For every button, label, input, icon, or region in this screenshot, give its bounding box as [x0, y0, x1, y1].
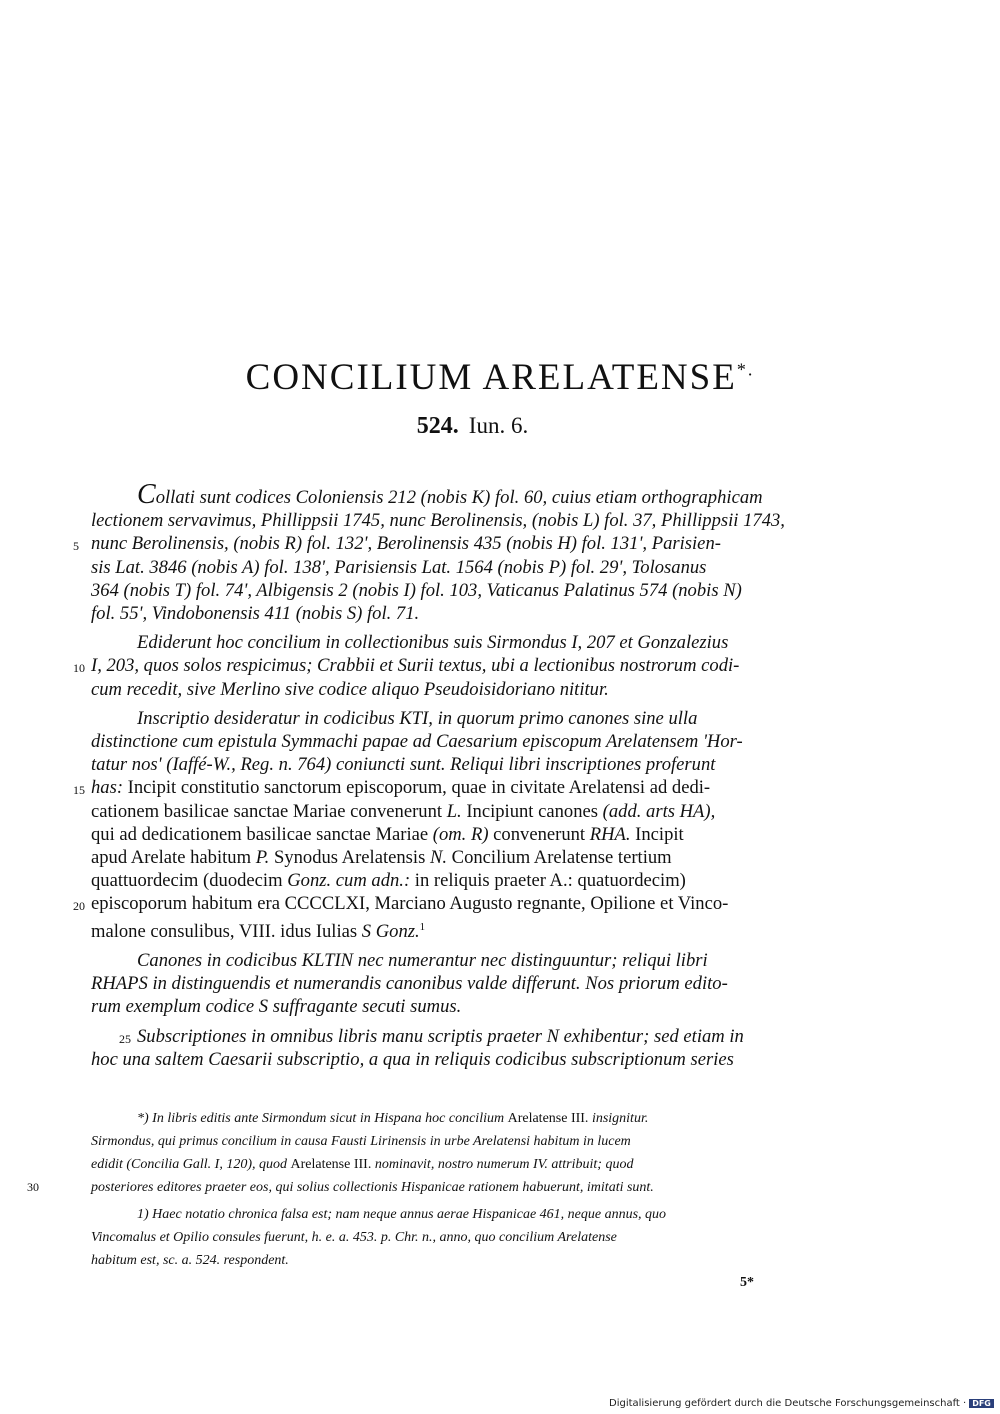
line-text: Inscriptio desideratur in codicibus KTI, in quorum primo canones sine ulla — [137, 707, 698, 729]
page-title — [0, 356, 1000, 399]
text-line — [91, 481, 826, 509]
line-text: qui ad dedicationem basilicae sanctae Mariae — [91, 823, 433, 845]
line-text: hoc una saltem Caesarii subscriptio, a qua in reliquis codicibus subscriptionum series — [91, 1048, 734, 1070]
line-text: rum exemplum codice S suffragante secuti sumus. — [91, 996, 462, 1018]
line-text: Canones in codicibus KLTIN nec numerantur nec distinguuntur; reliqui libri — [137, 950, 708, 972]
text-line — [91, 949, 826, 972]
text-line — [91, 1048, 826, 1071]
line-text: 364 (nobis T) fol. 74', Albigensis 2 (nobis I) fol. 103, Vaticanus Palatinus 574 (nobis N) — [91, 579, 742, 601]
text-line — [91, 707, 826, 730]
line-text: apud Arelate habitum — [91, 847, 256, 869]
line-text: Incipiunt canones — [461, 800, 603, 822]
footnote-text: Arelatense III. — [290, 1156, 372, 1172]
footnote-text: *) In libris editis ante Sirmondum sicut in Hispana hoc concilium — [137, 1111, 508, 1126]
line-text: (add. arts HA), — [602, 800, 716, 822]
drop-initial: C — [137, 479, 156, 510]
line-number: 30 — [27, 1180, 39, 1195]
line-text: quattuordecim (duodecim — [91, 870, 288, 892]
paragraph-inscriptio — [73, 707, 826, 943]
line-text: Incipit — [630, 823, 684, 845]
footnote-text: Sirmondus, qui primus concilium in causa Fausti Lirinensis in urbe Arelatensi habitum in lucem — [91, 1133, 631, 1149]
line-text: in reliquis praeter A.: quatuordecim) — [410, 870, 686, 892]
footnote-text: edidit (Concilia Gall. I, 120), quod — [91, 1156, 291, 1172]
line-number: 15 — [73, 783, 85, 798]
line-text: Subscriptiones in omnibus libris manu scriptis praeter N exhibentur; sed etiam in — [137, 1025, 744, 1047]
paragraph-editions — [73, 631, 826, 701]
year: 524. — [416, 413, 459, 439]
text-line — [91, 631, 826, 654]
text-line — [91, 800, 826, 823]
line-text: Incipit constitutio sanctorum episcoporum, quae in civitate Arelatensi ad dedi- — [123, 777, 711, 799]
line-text: RHA. — [589, 823, 631, 845]
title-footnote-mark: *. — [736, 359, 755, 380]
text-line — [91, 730, 826, 753]
line-text: distinctione cum epistula Symmachi papae ad Caesarium episcopum Arelatensem 'Hor- — [91, 731, 743, 753]
text-line — [91, 678, 826, 701]
line-text: RHAPS in distinguendis et numerandis canonibus valde differunt. Nos priorum edito- — [91, 973, 728, 995]
text-line — [91, 846, 826, 869]
paragraph-subscriptiones — [91, 1025, 826, 1071]
line-text: cum recedit, sive Merlino sive codice aliquo Pseudoisidoriano nititur. — [91, 678, 609, 700]
line-text: I, 203, quos solos respicimus; Crabbii et Surii textus, ubi a lectionibus nostrorum codi- — [91, 655, 740, 677]
line-text: Gonz. cum adn.: — [287, 870, 411, 892]
line-text: L. — [446, 800, 462, 822]
line-text: fol. 55', Vindobonensis 411 (nobis S) fol. 71. — [91, 603, 420, 625]
line-number: 25 — [119, 1031, 131, 1046]
text-line — [73, 654, 826, 677]
text-line — [91, 823, 826, 846]
footnotes — [27, 1108, 826, 1277]
text-line — [91, 556, 826, 579]
text-line — [91, 869, 826, 892]
line-text: S Gonz. — [361, 920, 420, 942]
text-line — [91, 602, 826, 625]
text-line — [91, 995, 826, 1018]
line-text: has: — [91, 777, 124, 799]
line-number: 10 — [73, 661, 85, 676]
footnote-1 — [91, 1204, 826, 1272]
line-text: lectionem servavimus, Phillippsii 1745, nunc Berolinensis, (nobis L) fol. 37, Phillippsii 1743, — [91, 510, 785, 532]
line-text: Ediderunt hoc concilium in collectionibus suis Sirmondus I, 207 et Gonzalezius — [137, 632, 729, 654]
line-text: nunc Berolinensis, (nobis R) fol. 132', Berolinensis 435 (nobis H) fol. 131', Parisien- — [91, 533, 721, 555]
line-number: 5 — [73, 539, 79, 554]
line-text: (om. R) — [432, 823, 489, 845]
text-line — [73, 892, 826, 915]
date: Iun. 6. — [468, 413, 529, 438]
line-text: sis Lat. 3846 (nobis A) fol. 138', Parisiensis Lat. 1564 (nobis P) fol. 29', Tolosanus — [91, 556, 707, 578]
text-line — [91, 1025, 826, 1048]
text-line — [91, 972, 826, 995]
title-text: CONCILIUM ARELATENSE — [245, 357, 737, 398]
line-text: ollati sunt codices Coloniensis 212 (nobis K) fol. 60, cuius etiam orthographicam — [155, 487, 763, 508]
text-line — [91, 579, 826, 602]
line-text: convenerunt — [488, 823, 590, 845]
paragraph-canones — [91, 949, 826, 1019]
footnote-text: Arelatense III. — [507, 1111, 589, 1126]
text-line — [73, 776, 826, 799]
footnote-text: Vincomalus et Opilio consules fuerunt, h. e. a. 453. p. Chr. n., anno, quo concilium Arelatense — [91, 1229, 617, 1245]
footnote-text: posteriores editores praeter eos, qui solius collectionis Hispanicae rationem habuerunt, imitati sunt. — [91, 1180, 654, 1196]
line-number: 20 — [73, 899, 85, 914]
line-text: tatur nos' (Iaffé-W., Reg. n. 764) coniuncti sunt. Reliqui libri inscriptiones proferunt — [91, 754, 716, 776]
date-heading — [0, 413, 945, 440]
line-text: cationem basilicae sanctae Mariae convenerunt — [91, 800, 447, 822]
dfg-logo: DFG — [969, 1399, 994, 1408]
footnote-text: 1) Haec notatio chronica falsa est; nam neque annus aerae Hispanicae 461, neque annus, quo — [137, 1207, 667, 1223]
footnote-text: nominavit, nostro numerum IV. attribuit; quod — [371, 1156, 634, 1172]
text-line — [73, 532, 826, 555]
text-line — [91, 753, 826, 776]
line-text: Synodus Arelatensis — [269, 847, 430, 869]
page-number: 5* — [740, 1275, 754, 1290]
line-text: episcoporum habitum era CCCCLXI, Marciano Augusto regnante, Opilione et Vinco- — [91, 893, 729, 915]
footnote-ref: 1 — [419, 920, 426, 933]
line-text: malone consulibus, VIII. idus Iulias — [91, 920, 362, 942]
main-text — [73, 479, 826, 1077]
line-text: P. — [255, 847, 270, 869]
line-text: Concilium Arelatense tertium — [447, 847, 672, 869]
footnote-star — [27, 1108, 826, 1200]
footnote-text: habitum est, sc. a. 524. respondent. — [91, 1252, 289, 1268]
text-line — [91, 509, 826, 532]
footer-text: Digitalisierung gefördert durch die Deutsche Forschungsgemeinschaft · — [609, 1398, 967, 1409]
paragraph-codices — [73, 479, 826, 625]
footnote-text: insignitur. — [588, 1111, 649, 1126]
text-line — [91, 916, 826, 943]
line-text: N. — [429, 847, 448, 869]
footer-credit — [609, 1398, 994, 1409]
